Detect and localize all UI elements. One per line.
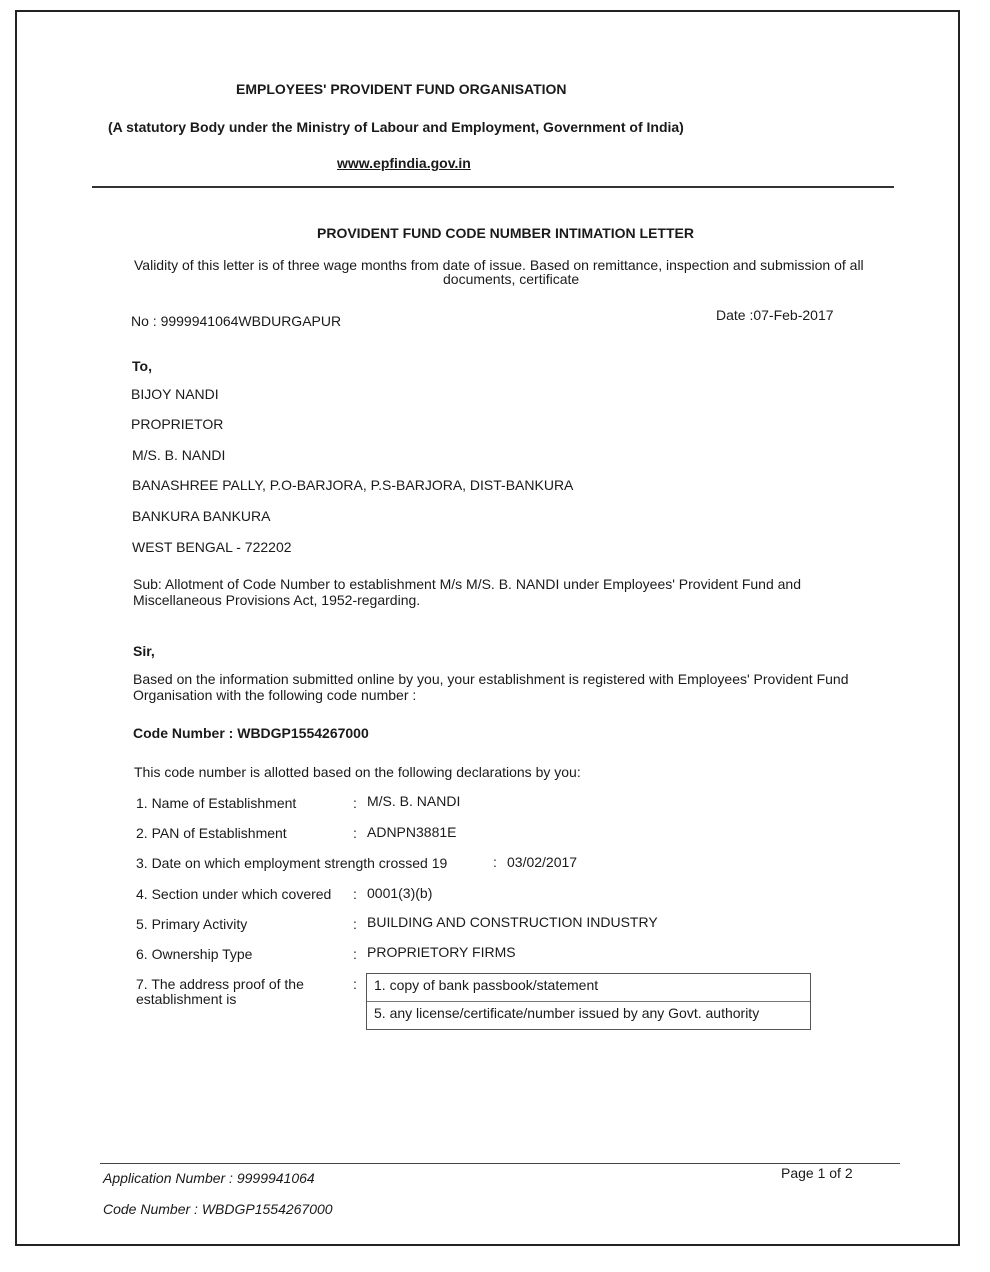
subject-line-2: Miscellaneous Provisions Act, 1952-regarding. bbox=[133, 592, 421, 608]
validity-line-1: Validity of this letter is of three wage months from date of issue. Based on remittance, inspection and submission of all bbox=[134, 257, 864, 273]
address-proof-label-line-1: 7. The address proof of the bbox=[136, 976, 304, 992]
declaration-separator: : bbox=[353, 916, 357, 932]
footer-code-number: Code Number : WBDGP1554267000 bbox=[103, 1201, 333, 1217]
org-subtitle: (A statutory Body under the Ministry of Labour and Employment, Government of India) bbox=[108, 119, 684, 135]
addressee-to: To, bbox=[132, 358, 152, 374]
declarations-intro: This code number is allotted based on the following declarations by you: bbox=[134, 764, 581, 780]
addressee-firm: M/S. B. NANDI bbox=[132, 447, 226, 463]
declaration-value: ADNPN3881E bbox=[367, 824, 457, 840]
body-para-line-2: Organisation with the following code number : bbox=[133, 687, 417, 703]
org-name: EMPLOYEES' PROVIDENT FUND ORGANISATION bbox=[236, 81, 567, 97]
declaration-value: M/S. B. NANDI bbox=[367, 793, 461, 809]
address-line-2: BANKURA BANKURA bbox=[132, 508, 271, 524]
address-proof-separator: : bbox=[353, 976, 357, 992]
address-proof-table bbox=[366, 973, 811, 1030]
declaration-label: 2. PAN of Establishment bbox=[136, 825, 287, 841]
validity-line-2: documents, certificate bbox=[443, 271, 580, 287]
address-line-1: BANASHREE PALLY, P.O-BARJORA, P.S-BARJORA, DIST-BANKURA bbox=[132, 477, 574, 493]
address-line-3: WEST BENGAL - 722202 bbox=[132, 539, 292, 555]
website-link[interactable]: www.epfindia.gov.in bbox=[337, 155, 471, 171]
address-proof-label-line-2: establishment is bbox=[136, 991, 237, 1007]
declaration-label: 4. Section under which covered bbox=[136, 886, 332, 902]
declaration-label: 1. Name of Establishment bbox=[136, 795, 297, 811]
declaration-separator: : bbox=[353, 795, 357, 811]
addressee-name: BIJOY NANDI bbox=[131, 386, 219, 402]
salutation: Sir, bbox=[133, 643, 155, 659]
declaration-separator: : bbox=[353, 825, 357, 841]
declaration-label: 6. Ownership Type bbox=[136, 946, 253, 962]
address-proof-item: 5. any license/certificate/number issued by any Govt. authority bbox=[374, 1005, 760, 1021]
footer-divider bbox=[100, 1163, 900, 1164]
reference-number: No : 9999941064WBDURGAPUR bbox=[131, 313, 342, 329]
declaration-label: 3. Date on which employment strength crossed 19 bbox=[136, 855, 448, 871]
declaration-value: 03/02/2017 bbox=[507, 854, 578, 870]
footer-application-number: Application Number : 9999941064 bbox=[103, 1170, 315, 1186]
declaration-separator: : bbox=[353, 946, 357, 962]
footer-page-number: Page 1 of 2 bbox=[781, 1165, 853, 1181]
page-border bbox=[15, 10, 960, 1246]
declaration-value: BUILDING AND CONSTRUCTION INDUSTRY bbox=[367, 914, 658, 930]
addressee-designation: PROPRIETOR bbox=[131, 416, 224, 432]
declaration-label: 5. Primary Activity bbox=[136, 916, 248, 932]
letter-date: Date :07-Feb-2017 bbox=[716, 307, 834, 323]
declaration-value: PROPRIETORY FIRMS bbox=[367, 944, 516, 960]
declaration-separator: : bbox=[493, 854, 497, 870]
letter-title: PROVIDENT FUND CODE NUMBER INTIMATION LETTER bbox=[317, 225, 694, 241]
declaration-value: 0001(3)(b) bbox=[367, 885, 433, 901]
subject-line-1: Sub: Allotment of Code Number to establishment M/s M/S. B. NANDI under Employees' Provident Fund and bbox=[133, 576, 801, 592]
address-proof-item: 1. copy of bank passbook/statement bbox=[367, 974, 810, 1002]
declaration-separator: : bbox=[353, 886, 357, 902]
body-para-line-1: Based on the information submitted online by you, your establishment is registered with Employees' Provident Fund bbox=[133, 671, 849, 687]
code-number: Code Number : WBDGP1554267000 bbox=[133, 725, 369, 741]
header-divider bbox=[92, 186, 894, 188]
